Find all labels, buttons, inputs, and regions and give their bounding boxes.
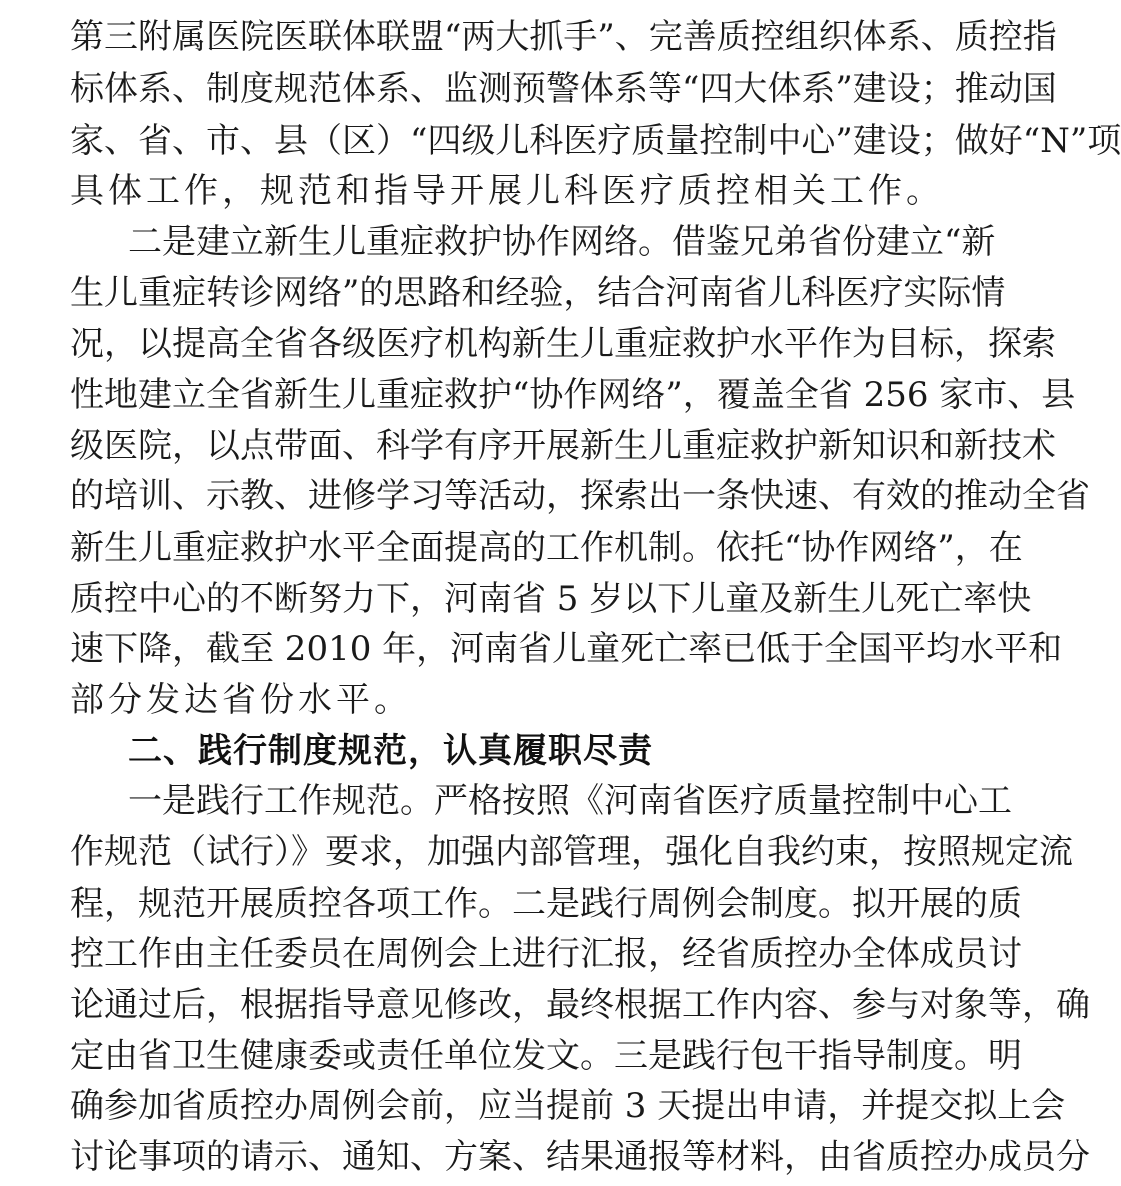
text-line: 标体系、制度规范体系、监测预警体系等“四大体系”建设；推动国 [70, 69, 1057, 109]
text-line: 家、省、市、县（区）“四级儿科医疗质量控制中心”建设；做好“N”项 [70, 121, 1121, 161]
text-line: 生儿重症转诊网络”的思路和经验，结合河南省儿科医疗实际情 [70, 273, 1006, 313]
text-line: 确参加省质控办周例会前，应当提前 3 天提出申请，并提交拟上会 [70, 1086, 1066, 1126]
text-line: 部分发达省份水平。 [70, 680, 412, 720]
paragraph-first-line: 一是践行工作规范。严格按照《河南省医疗质量控制中心工 [128, 781, 1012, 821]
text-line: 况，以提高全省各级医疗机构新生儿重症救护水平作为目标，探索 [70, 324, 1056, 364]
text-line: 作规范（试行）》要求，加强内部管理，强化自我约束，按照规定流 [70, 832, 1073, 872]
text-line: 论通过后，根据指导意见修改，最终根据工作内容、参与对象等，确 [70, 985, 1090, 1025]
text-line: 新生儿重症救护水平全面提高的工作机制。依托“协作网络”，在 [70, 528, 1023, 568]
text-line: 速下降，截至 2010 年，河南省儿童死亡率已低于全国平均水平和 [70, 629, 1063, 669]
text-line: 级医院，以点带面、科学有序开展新生儿重症救护新知识和新技术 [70, 426, 1056, 466]
text-line: 性地建立全省新生儿重症救护“协作网络”，覆盖全省 256 家市、县 [70, 375, 1076, 415]
text-line: 控工作由主任委员在周例会上进行汇报，经省质控办全体成员讨 [70, 934, 1022, 974]
section-heading: 二、践行制度规范，认真履职尽责 [128, 731, 653, 771]
text-line: 具体工作，规范和指导开展儿科医疗质控相关工作。 [70, 171, 944, 211]
text-line: 第三附属医院医联体联盟“两大抓手”、完善质控组织体系、质控指 [70, 17, 1057, 57]
text-line: 程，规范开展质控各项工作。二是践行周例会制度。拟开展的质 [70, 884, 1022, 924]
text-line: 讨论事项的请示、通知、方案、结果通报等材料，由省质控办成员分 [70, 1137, 1090, 1177]
text-line: 定由省卫生健康委或责任单位发文。三是践行包干指导制度。明 [70, 1036, 1022, 1076]
paragraph-first-line: 二是建立新生儿重症救护协作网络。借鉴兄弟省份建立“新 [128, 222, 996, 262]
text-line: 质控中心的不断努力下，河南省 5 岁以下儿童及新生儿死亡率快 [70, 579, 1032, 619]
text-line: 的培训、示教、进修学习等活动，探索出一条快速、有效的推动全省 [70, 476, 1090, 516]
